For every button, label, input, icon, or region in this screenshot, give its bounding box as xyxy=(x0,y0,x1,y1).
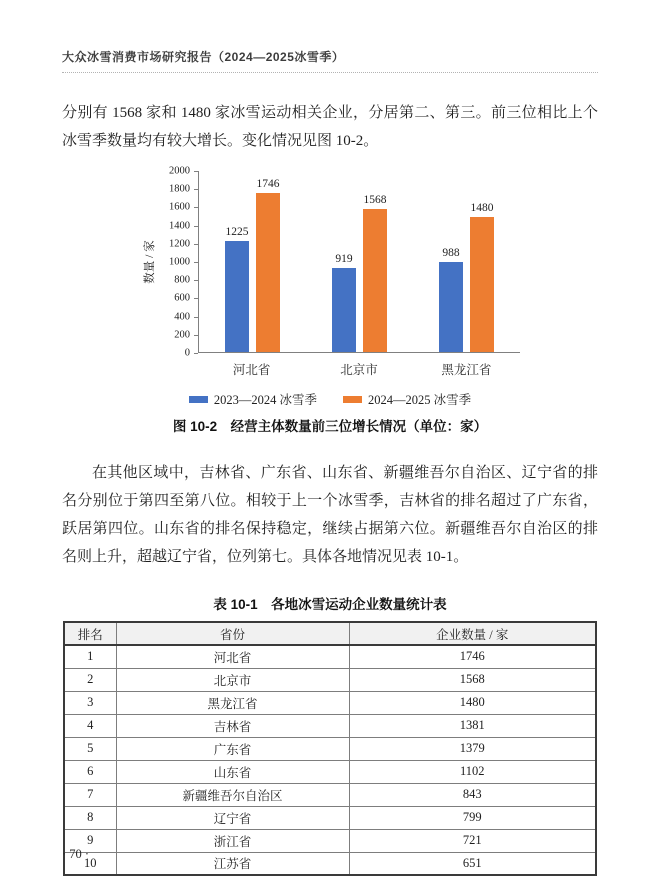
province-cell: 吉林省 xyxy=(116,714,349,737)
figure-caption: 图 10-2 经营主体数量前三位增长情况（单位：家） xyxy=(172,419,488,434)
table-row xyxy=(64,806,596,829)
table-row xyxy=(64,783,596,806)
rank-cell: 2 xyxy=(64,668,116,691)
table-row xyxy=(64,737,596,760)
bar-value-label: 919 xyxy=(335,253,353,266)
province-cell: 黑龙江省 xyxy=(116,691,349,714)
y-tick-label: 1000 xyxy=(169,256,190,268)
legend-label: 2023—2024 冰雪季 xyxy=(213,393,317,407)
x-axis-category-label: 北京市 xyxy=(340,363,378,377)
y-tick-label: 1400 xyxy=(169,220,190,232)
bar-wrap xyxy=(470,171,494,352)
y-tick-label: 1800 xyxy=(169,183,190,195)
bar-group xyxy=(199,171,306,352)
province-cell: 江苏省 xyxy=(116,852,349,875)
legend-swatch xyxy=(189,396,208,403)
bar-wrap xyxy=(363,171,387,352)
legend-label: 2024—2025 冰雪季 xyxy=(368,393,472,407)
legend-swatch xyxy=(343,396,362,403)
province-cell: 山东省 xyxy=(116,760,349,783)
rank-cell: 10 xyxy=(64,852,116,875)
statistics-table xyxy=(63,621,597,876)
rank-cell: 3 xyxy=(64,691,116,714)
table-row xyxy=(64,668,596,691)
bar-value-label: 1568 xyxy=(363,194,387,207)
table-header xyxy=(64,622,596,645)
bar-value-label: 1746 xyxy=(256,178,280,191)
bar-wrap xyxy=(439,171,463,352)
page-number: · 70 · xyxy=(62,847,90,861)
running-header: 大众冰雪消费市场研究报告（2024—2025冰雪季） xyxy=(62,48,598,73)
count-cell: 651 xyxy=(349,852,596,875)
count-cell: 1102 xyxy=(349,760,596,783)
count-cell: 843 xyxy=(349,783,596,806)
y-tick-label: 1600 xyxy=(169,201,190,213)
y-tick-label: 2000 xyxy=(169,165,190,177)
table-row xyxy=(64,645,596,668)
legend-item xyxy=(189,390,317,408)
rank-cell: 4 xyxy=(64,714,116,737)
province-cell: 辽宁省 xyxy=(116,806,349,829)
bar-group xyxy=(413,171,520,352)
table-row xyxy=(64,714,596,737)
table-body xyxy=(64,645,596,875)
table-row xyxy=(64,829,596,852)
header-rank: 排名 xyxy=(64,622,116,645)
count-cell: 1568 xyxy=(349,668,596,691)
bar-chart xyxy=(62,165,598,435)
y-tick-mark xyxy=(194,353,198,354)
y-tick-label: 800 xyxy=(174,274,190,286)
x-axis-labels xyxy=(198,353,520,378)
bar-wrap xyxy=(256,171,280,352)
bar xyxy=(470,217,494,352)
chart-legend xyxy=(62,390,598,408)
bar xyxy=(332,268,356,352)
bar xyxy=(363,209,387,352)
count-cell: 799 xyxy=(349,806,596,829)
table-row xyxy=(64,691,596,714)
rank-cell: 7 xyxy=(64,783,116,806)
province-cell: 浙江省 xyxy=(116,829,349,852)
count-cell: 1381 xyxy=(349,714,596,737)
province-cell: 北京市 xyxy=(116,668,349,691)
bar xyxy=(225,241,249,352)
y-tick-label: 600 xyxy=(174,292,190,304)
rank-cell: 6 xyxy=(64,760,116,783)
paragraph-2: 在其他区域中，吉林省、广东省、山东省、新疆维吾尔自治区、辽宁省的排名分别位于第四至第八位。相较于上一个冰雪季，吉林省的排名超过了广东省，跃居第四位。山东省的排名保持稳定，继续占据第六位。新疆维吾尔自治区的排名则上升，超越辽宁省，位列第七。具体各地情况见表 10-1。 xyxy=(62,465,598,565)
count-cell: 1379 xyxy=(349,737,596,760)
header-province: 省份 xyxy=(116,622,349,645)
bar-value-label: 1225 xyxy=(225,225,249,238)
bar-group xyxy=(306,171,413,352)
table-header-row xyxy=(64,622,596,645)
count-cell: 721 xyxy=(349,829,596,852)
y-tick-label: 200 xyxy=(174,329,190,341)
rank-cell: 8 xyxy=(64,806,116,829)
y-axis-title-text: 数量 / 家 xyxy=(144,240,156,284)
y-tick-label: 1200 xyxy=(169,238,190,250)
rank-cell: 1 xyxy=(64,645,116,668)
table-title: 表 10-1 各地冰雪运动企业数量统计表 xyxy=(213,597,447,612)
table-row xyxy=(64,760,596,783)
page-content xyxy=(62,99,598,876)
chart-plot-area-row xyxy=(140,165,598,359)
paragraph-1: 分别有 1568 家和 1480 家冰雪运动相关企业，分居第二、第三。前三位相比上个冰雪季数量均有较大增长。变化情况见图 10-2。 xyxy=(62,105,598,149)
legend-item xyxy=(343,390,471,408)
y-axis-title xyxy=(140,171,158,353)
x-axis-category-label: 河北省 xyxy=(232,363,271,377)
y-axis-ticks xyxy=(158,165,198,359)
bar xyxy=(256,193,280,352)
count-cell: 1746 xyxy=(349,645,596,668)
rank-cell: 9 xyxy=(64,829,116,852)
y-tick-label: 0 xyxy=(184,347,190,359)
province-cell: 新疆维吾尔自治区 xyxy=(116,783,349,806)
bar xyxy=(439,262,463,352)
rank-cell: 5 xyxy=(64,737,116,760)
table-row xyxy=(64,852,596,875)
count-cell: 1480 xyxy=(349,691,596,714)
bar-value-label: 988 xyxy=(442,247,460,260)
y-tick-label: 400 xyxy=(174,311,190,323)
x-axis-category-label: 黑龙江省 xyxy=(441,363,492,377)
bar-wrap xyxy=(225,171,249,352)
chart-plot xyxy=(198,171,520,353)
province-cell: 河北省 xyxy=(116,645,349,668)
header-count: 企业数量 / 家 xyxy=(349,622,596,645)
bar-wrap xyxy=(332,171,356,352)
province-cell: 广东省 xyxy=(116,737,349,760)
bar-value-label: 1480 xyxy=(470,202,494,215)
